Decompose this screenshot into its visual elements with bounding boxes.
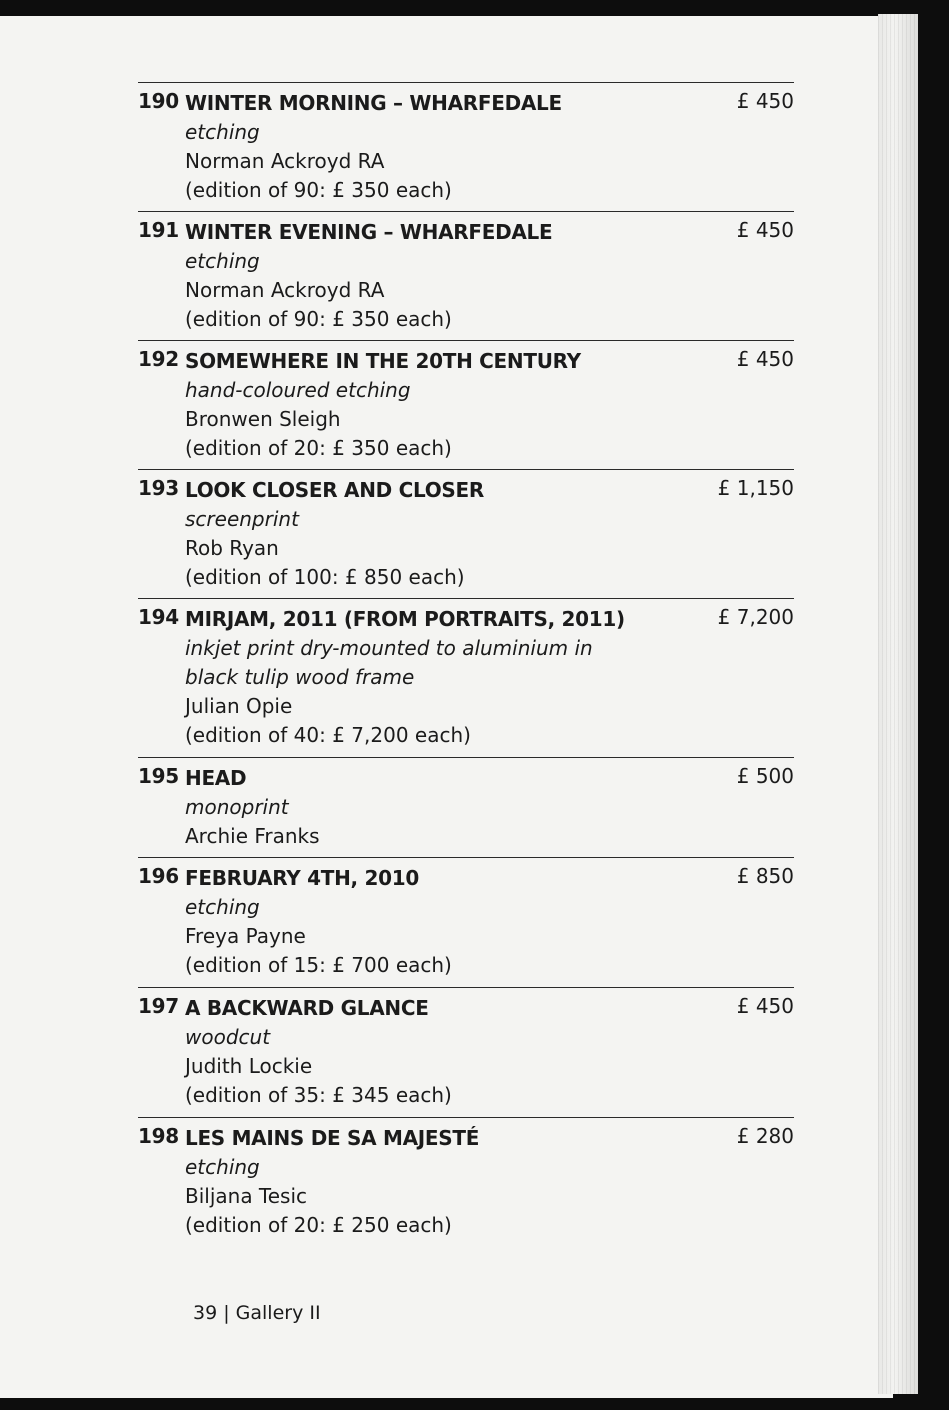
entry-price: £ 450	[736, 994, 794, 1018]
entry-title: HEAD	[185, 766, 247, 790]
catalogue-entry	[138, 211, 794, 334]
entry-edition: (edition of 90: £ 350 each)	[185, 178, 452, 202]
catalogue-entry	[138, 757, 794, 851]
entry-edition: (edition of 20: £ 350 each)	[185, 436, 452, 460]
entry-title: A BACKWARD GLANCE	[185, 996, 429, 1020]
entry-artist: Rob Ryan	[185, 536, 279, 560]
entry-price: £ 450	[736, 347, 794, 371]
entry-medium: woodcut	[185, 1025, 271, 1049]
entry-medium: etching	[185, 249, 260, 273]
entry-number: 190	[138, 89, 179, 113]
entry-number: 197	[138, 994, 179, 1018]
catalogue-entry	[138, 987, 794, 1110]
entry-price: £ 850	[736, 864, 794, 888]
entry-price: £ 1,150	[717, 476, 794, 500]
catalogue-entry	[138, 857, 794, 980]
entry-title: LOOK CLOSER AND CLOSER	[185, 478, 484, 502]
entry-medium: etching	[185, 895, 260, 919]
entry-artist: Biljana Tesic	[185, 1184, 308, 1208]
entry-edition: (edition of 90: £ 350 each)	[185, 307, 452, 331]
catalogue-entry	[138, 469, 794, 592]
page-edge	[878, 14, 918, 1394]
entry-edition: (edition of 100: £ 850 each)	[185, 565, 465, 589]
entry-price: £ 500	[736, 764, 794, 788]
entry-medium: black tulip wood frame	[185, 665, 415, 689]
entry-edition: (edition of 20: £ 250 each)	[185, 1213, 452, 1237]
catalogue-entry	[138, 82, 794, 205]
entry-medium: etching	[185, 1155, 260, 1179]
entry-medium: screenprint	[185, 507, 299, 531]
entry-artist: Norman Ackroyd RA	[185, 278, 385, 302]
entry-title: WINTER EVENING – WHARFEDALE	[185, 220, 553, 244]
entry-title: FEBRUARY 4TH, 2010	[185, 866, 419, 890]
entry-number: 195	[138, 764, 179, 788]
entry-medium: etching	[185, 120, 260, 144]
catalogue-entry	[138, 1117, 794, 1240]
entry-number: 191	[138, 218, 179, 242]
page-footer: 39 | Gallery II	[193, 1302, 321, 1324]
entry-medium: inkjet print dry-mounted to aluminium in	[185, 636, 593, 660]
entry-medium: hand-coloured etching	[185, 378, 411, 402]
entry-title: WINTER MORNING – WHARFEDALE	[185, 91, 562, 115]
entry-edition: (edition of 35: £ 345 each)	[185, 1083, 452, 1107]
catalogue-entry	[138, 340, 794, 463]
entry-artist: Julian Opie	[185, 694, 293, 718]
entry-artist: Judith Lockie	[185, 1054, 313, 1078]
entry-title: LES MAINS DE SA MAJESTÉ	[185, 1126, 480, 1150]
entry-artist: Bronwen Sleigh	[185, 407, 341, 431]
entry-artist: Freya Payne	[185, 924, 306, 948]
entry-artist: Norman Ackroyd RA	[185, 149, 385, 173]
entry-price: £ 450	[736, 218, 794, 242]
entry-number: 193	[138, 476, 179, 500]
entry-price: £ 7,200	[717, 605, 794, 629]
entry-artist: Archie Franks	[185, 824, 320, 848]
entry-number: 198	[138, 1124, 179, 1148]
entry-edition: (edition of 40: £ 7,200 each)	[185, 723, 471, 747]
entry-price: £ 450	[736, 89, 794, 113]
entry-number: 192	[138, 347, 179, 371]
entry-edition: (edition of 15: £ 700 each)	[185, 953, 452, 977]
entry-title: MIRJAM, 2011 (FROM PORTRAITS, 2011)	[185, 607, 625, 631]
entry-medium: monoprint	[185, 795, 289, 819]
entry-price: £ 280	[736, 1124, 794, 1148]
entry-number: 196	[138, 864, 179, 888]
entry-title: SOMEWHERE IN THE 20TH CENTURY	[185, 349, 581, 373]
entry-number: 194	[138, 605, 179, 629]
catalogue-entry	[138, 598, 794, 750]
